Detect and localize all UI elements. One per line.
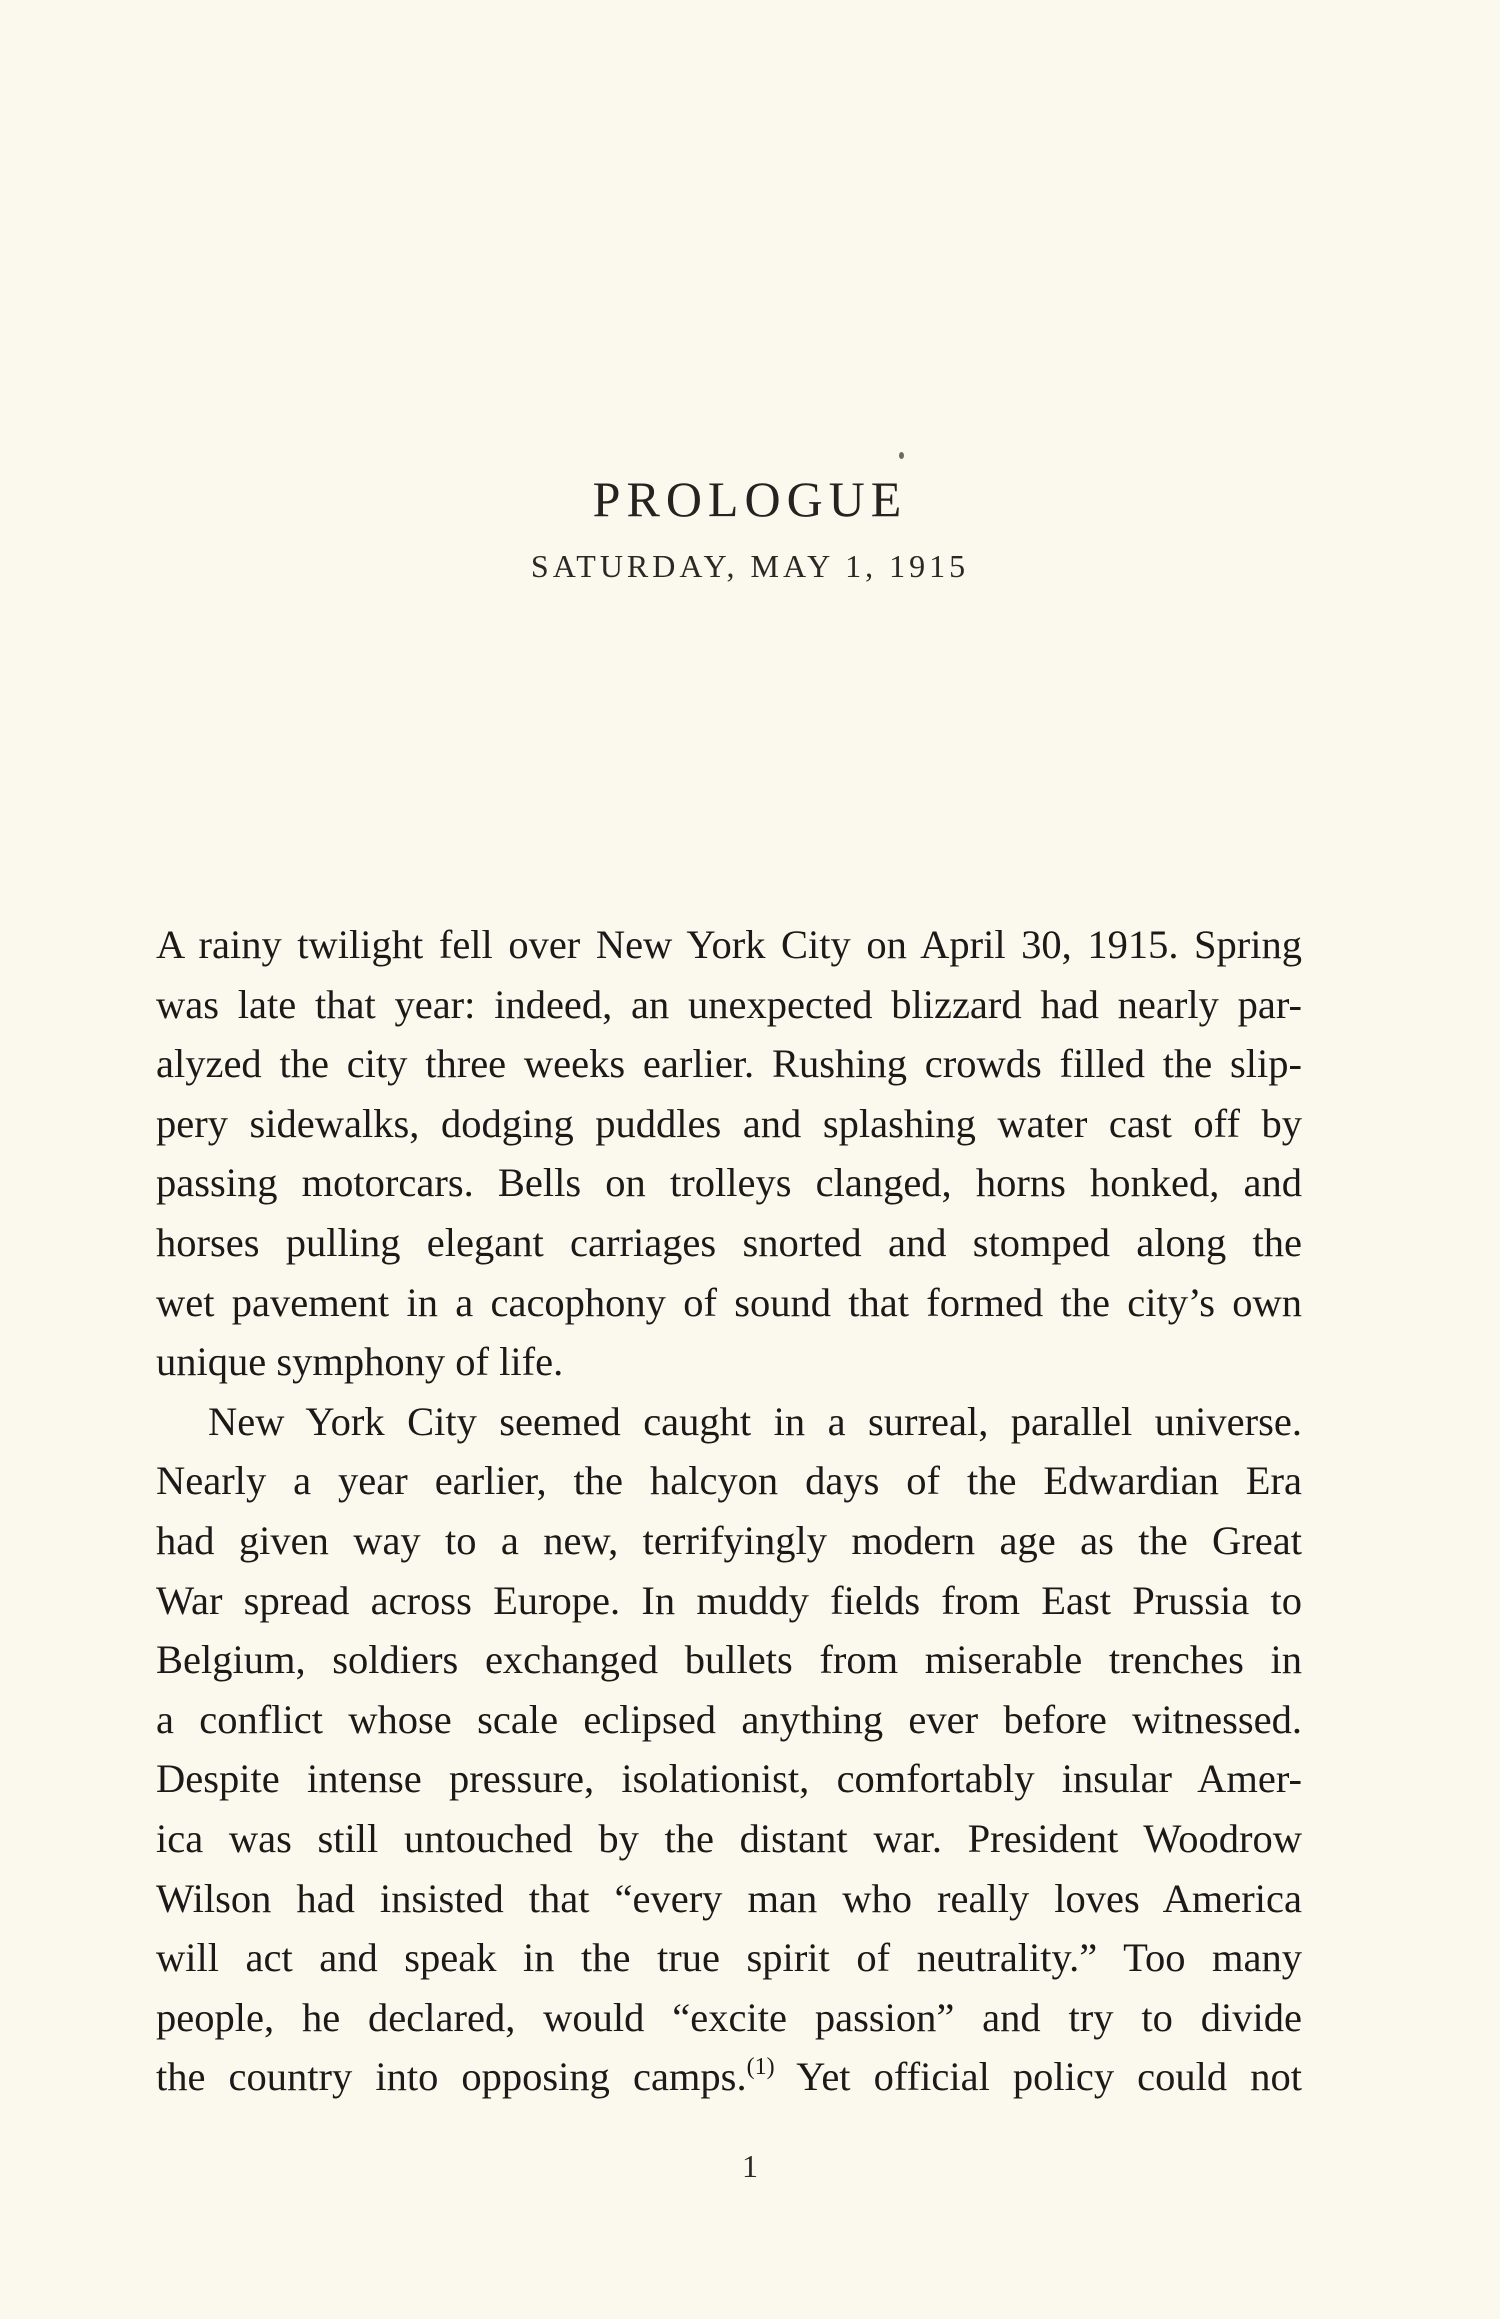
text-line: passing motorcars. Bells on trolleys clanged, horns honked, and: [156, 1160, 1302, 1206]
text-line: Despite intense pressure, isolationist, comfortably insular Amer-: [156, 1756, 1302, 1802]
print-speck: [899, 452, 904, 459]
text-line: alyzed the city three weeks earlier. Rushing crowds filled the slip-: [156, 1041, 1302, 1087]
footnote-reference[interactable]: (1): [746, 2054, 775, 2081]
page-number: 1: [742, 2148, 758, 2184]
text-line: Wilson had insisted that “every man who really loves America: [156, 1875, 1302, 1921]
text-line: horses pulling elegant carriages snorted and stomped along the: [156, 1219, 1302, 1265]
body-text: [156, 915, 1302, 2107]
text-line: was late that year: indeed, an unexpected blizzard had nearly par-: [156, 981, 1302, 1027]
text-line: pery sidewalks, dodging puddles and splashing water cast off by: [156, 1100, 1302, 1146]
paragraph-1: [156, 915, 1302, 1392]
text-line: ica was still untouched by the distant war. President Woodrow: [156, 1815, 1302, 1861]
chapter-title: PROLOGUE: [592, 471, 908, 527]
text-line: people, he declared, would “excite passion” and try to divide: [156, 1994, 1302, 2040]
text-line: had given way to a new, terrifyingly modern age as the Great: [156, 1517, 1302, 1563]
text-line: unique symphony of life.: [156, 1339, 564, 1385]
text-line: will act and speak in the true spirit of neutrality.” Too many: [156, 1935, 1302, 1981]
text-fragment: the country into opposing camps.: [156, 2054, 747, 2100]
text-line: Nearly a year earlier, the halcyon days of the Edwardian Era: [156, 1458, 1302, 1504]
text-line: a conflict whose scale eclipsed anything ever before witnessed.: [156, 1696, 1302, 1742]
text-line: wet pavement in a cacophony of sound that formed the city’s own: [156, 1279, 1302, 1325]
text-fragment: Yet official policy could not: [774, 2054, 1302, 2100]
text-line: War spread across Europe. In muddy fields from East Prussia to: [156, 1577, 1302, 1623]
chapter-date: SATURDAY, MAY 1, 1915: [530, 548, 970, 584]
text-line: A rainy twilight fell over New York City on April 30, 1915. Spring: [156, 922, 1302, 967]
text-line: Belgium, soldiers exchanged bullets from miserable trenches in: [156, 1637, 1302, 1683]
text-line-with-footnote: [156, 2047, 1302, 2107]
text-line: New York City seemed caught in a surreal, parallel universe.: [208, 1398, 1302, 1444]
paragraph-2: [156, 1392, 1302, 2107]
